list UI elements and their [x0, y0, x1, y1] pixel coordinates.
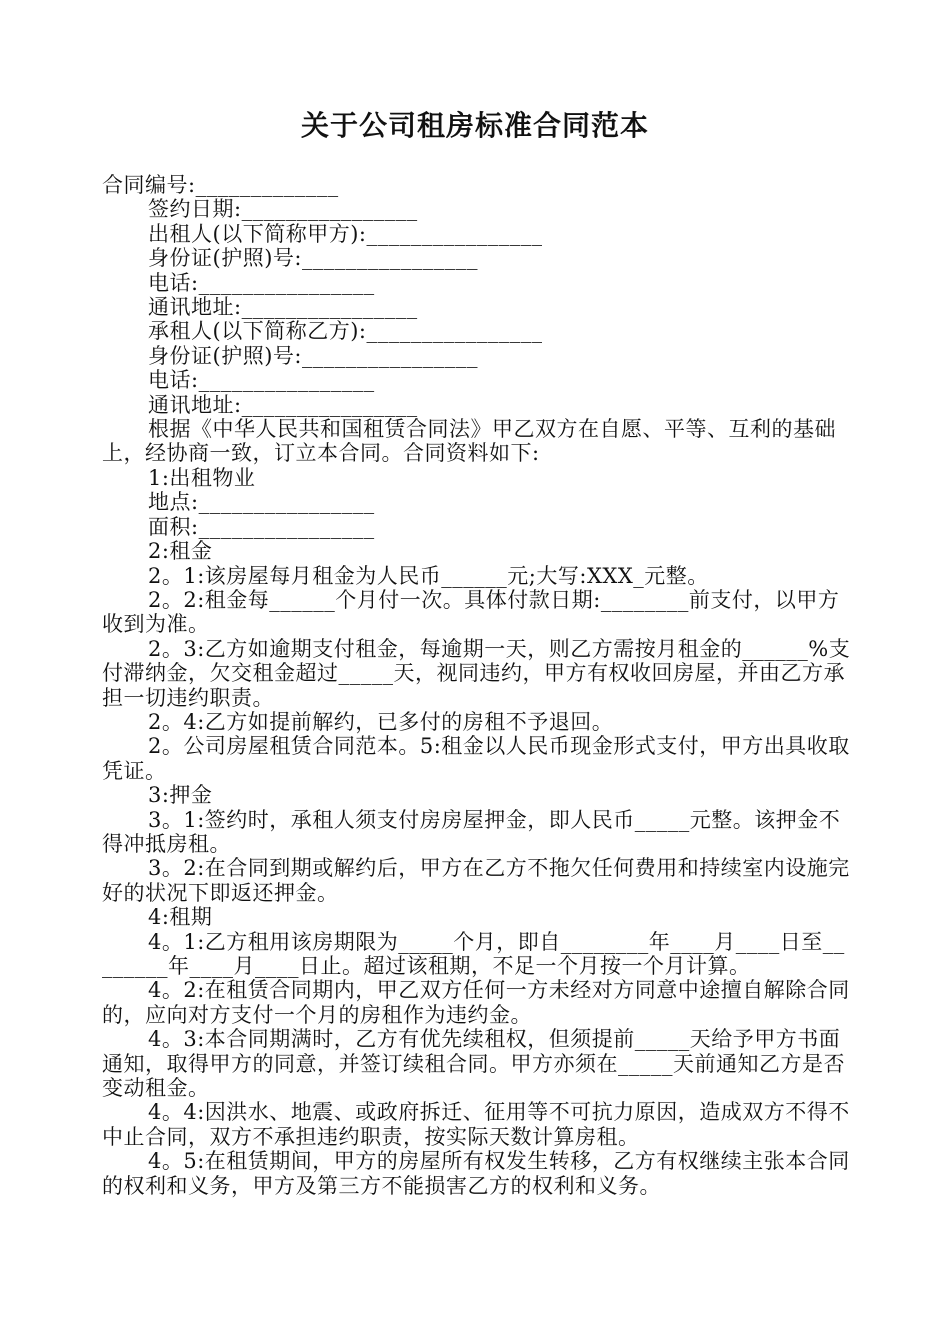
property-location-line: 地点:________________ — [148, 490, 375, 515]
clause-2-1: 2。1:该房屋每月租金为人民币______元;大写:XXX_元整。 — [148, 563, 709, 588]
property-area-line: 面积:________________ — [148, 514, 375, 539]
clause-2-2: 2。2:租金每______个月付一次。具体付款日期:________前支付，以甲方收到为准。 — [102, 587, 840, 637]
contract-number-line: 合同编号:_____________ — [102, 173, 339, 197]
clause-4-5: 4。5:在租赁期间，甲方的房屋所有权发生转移，乙方有权继续主张本合同的权利和义务，甲方及第三方不能损害乙方的权利和义务。 — [102, 1149, 850, 1198]
document-title: 关于公司租房标准合同范本 — [300, 109, 649, 142]
clause-2-3: 2。3:乙方如逾期支付租金，每逾期一天，则乙方需按月租金的______%支付滞纳金，欠交租金超过_____天，视同违约，甲方有权收回房屋，并由乙方承担一切违约职责。 — [102, 636, 851, 710]
clause-4-2: 4。2:在租赁合同期内，甲乙双方任何一方未经对方同意中途擅自解除合同的，应向对方支付一个月的房租作为违约金。 — [102, 978, 850, 1027]
section-heading-rent: 2:租金 — [148, 539, 213, 564]
clause-4-4: 4。4:因洪水、地震、或政府拆迁、征用等不可抗力原因，造成双方不得不中止合同，双方不承担违约职责，按实际天数计算房租。 — [102, 1100, 850, 1149]
clause-2-4: 2。4:乙方如提前解约，已多付的房租不予退回。 — [148, 709, 614, 734]
lessee-address-line: 通讯地址:________________ — [148, 392, 418, 417]
lessor-line: 出租人(以下简称甲方):________________ — [148, 221, 543, 246]
lessor-phone-line: 电话:________________ — [148, 270, 375, 295]
lessee-id-line: 身份证(护照)号:________________ — [148, 343, 478, 368]
section-heading-property: 1:出租物业 — [148, 465, 256, 490]
lessor-id-line: 身份证(护照)号:________________ — [148, 246, 478, 271]
section-heading-term: 4:租期 — [148, 905, 213, 930]
clause-4-3: 4。3:本合同期满时，乙方有优先续租权，但须提前_____天给予甲方书面通知，取得甲方的同意，并签订续租合同。甲方亦须在_____天前通知乙方是否变动租金。 — [102, 1027, 845, 1101]
clause-2-5: 2。公司房屋租赁合同范本。5:租金以人民币现金形式支付，甲方出具收取凭证。 — [102, 734, 850, 783]
clause-4-1: 4。1:乙方租用该房期限为_____个月，即自________年____月____日至________年____月____日止。超过该租期，不足一个月按一个月计算。 — [102, 929, 845, 978]
lessee-line: 承租人(以下简称乙方):________________ — [148, 319, 543, 344]
section-heading-deposit: 3:押金 — [148, 783, 213, 808]
signing-date-line: 签约日期:________________ — [148, 197, 418, 222]
clause-3-1: 3。1:签约时，承租人须支付房房屋押金，即人民币_____元整。该押金不得冲抵房租。 — [102, 807, 841, 856]
lessee-phone-line: 电话:________________ — [148, 368, 375, 393]
contract-body — [102, 173, 854, 1198]
lessor-address-line: 通讯地址:________________ — [148, 295, 418, 320]
clause-3-2: 3。2:在合同到期或解约后，甲方在乙方不拖欠任何费用和持续室内设施完好的状况下即返还押金。 — [102, 856, 850, 905]
preamble-paragraph: 根据《中华人民共和国租赁合同法》甲乙双方在自愿、平等、互利的基础上，经协商一致，订立本合同。合同资料如下: — [102, 417, 836, 466]
